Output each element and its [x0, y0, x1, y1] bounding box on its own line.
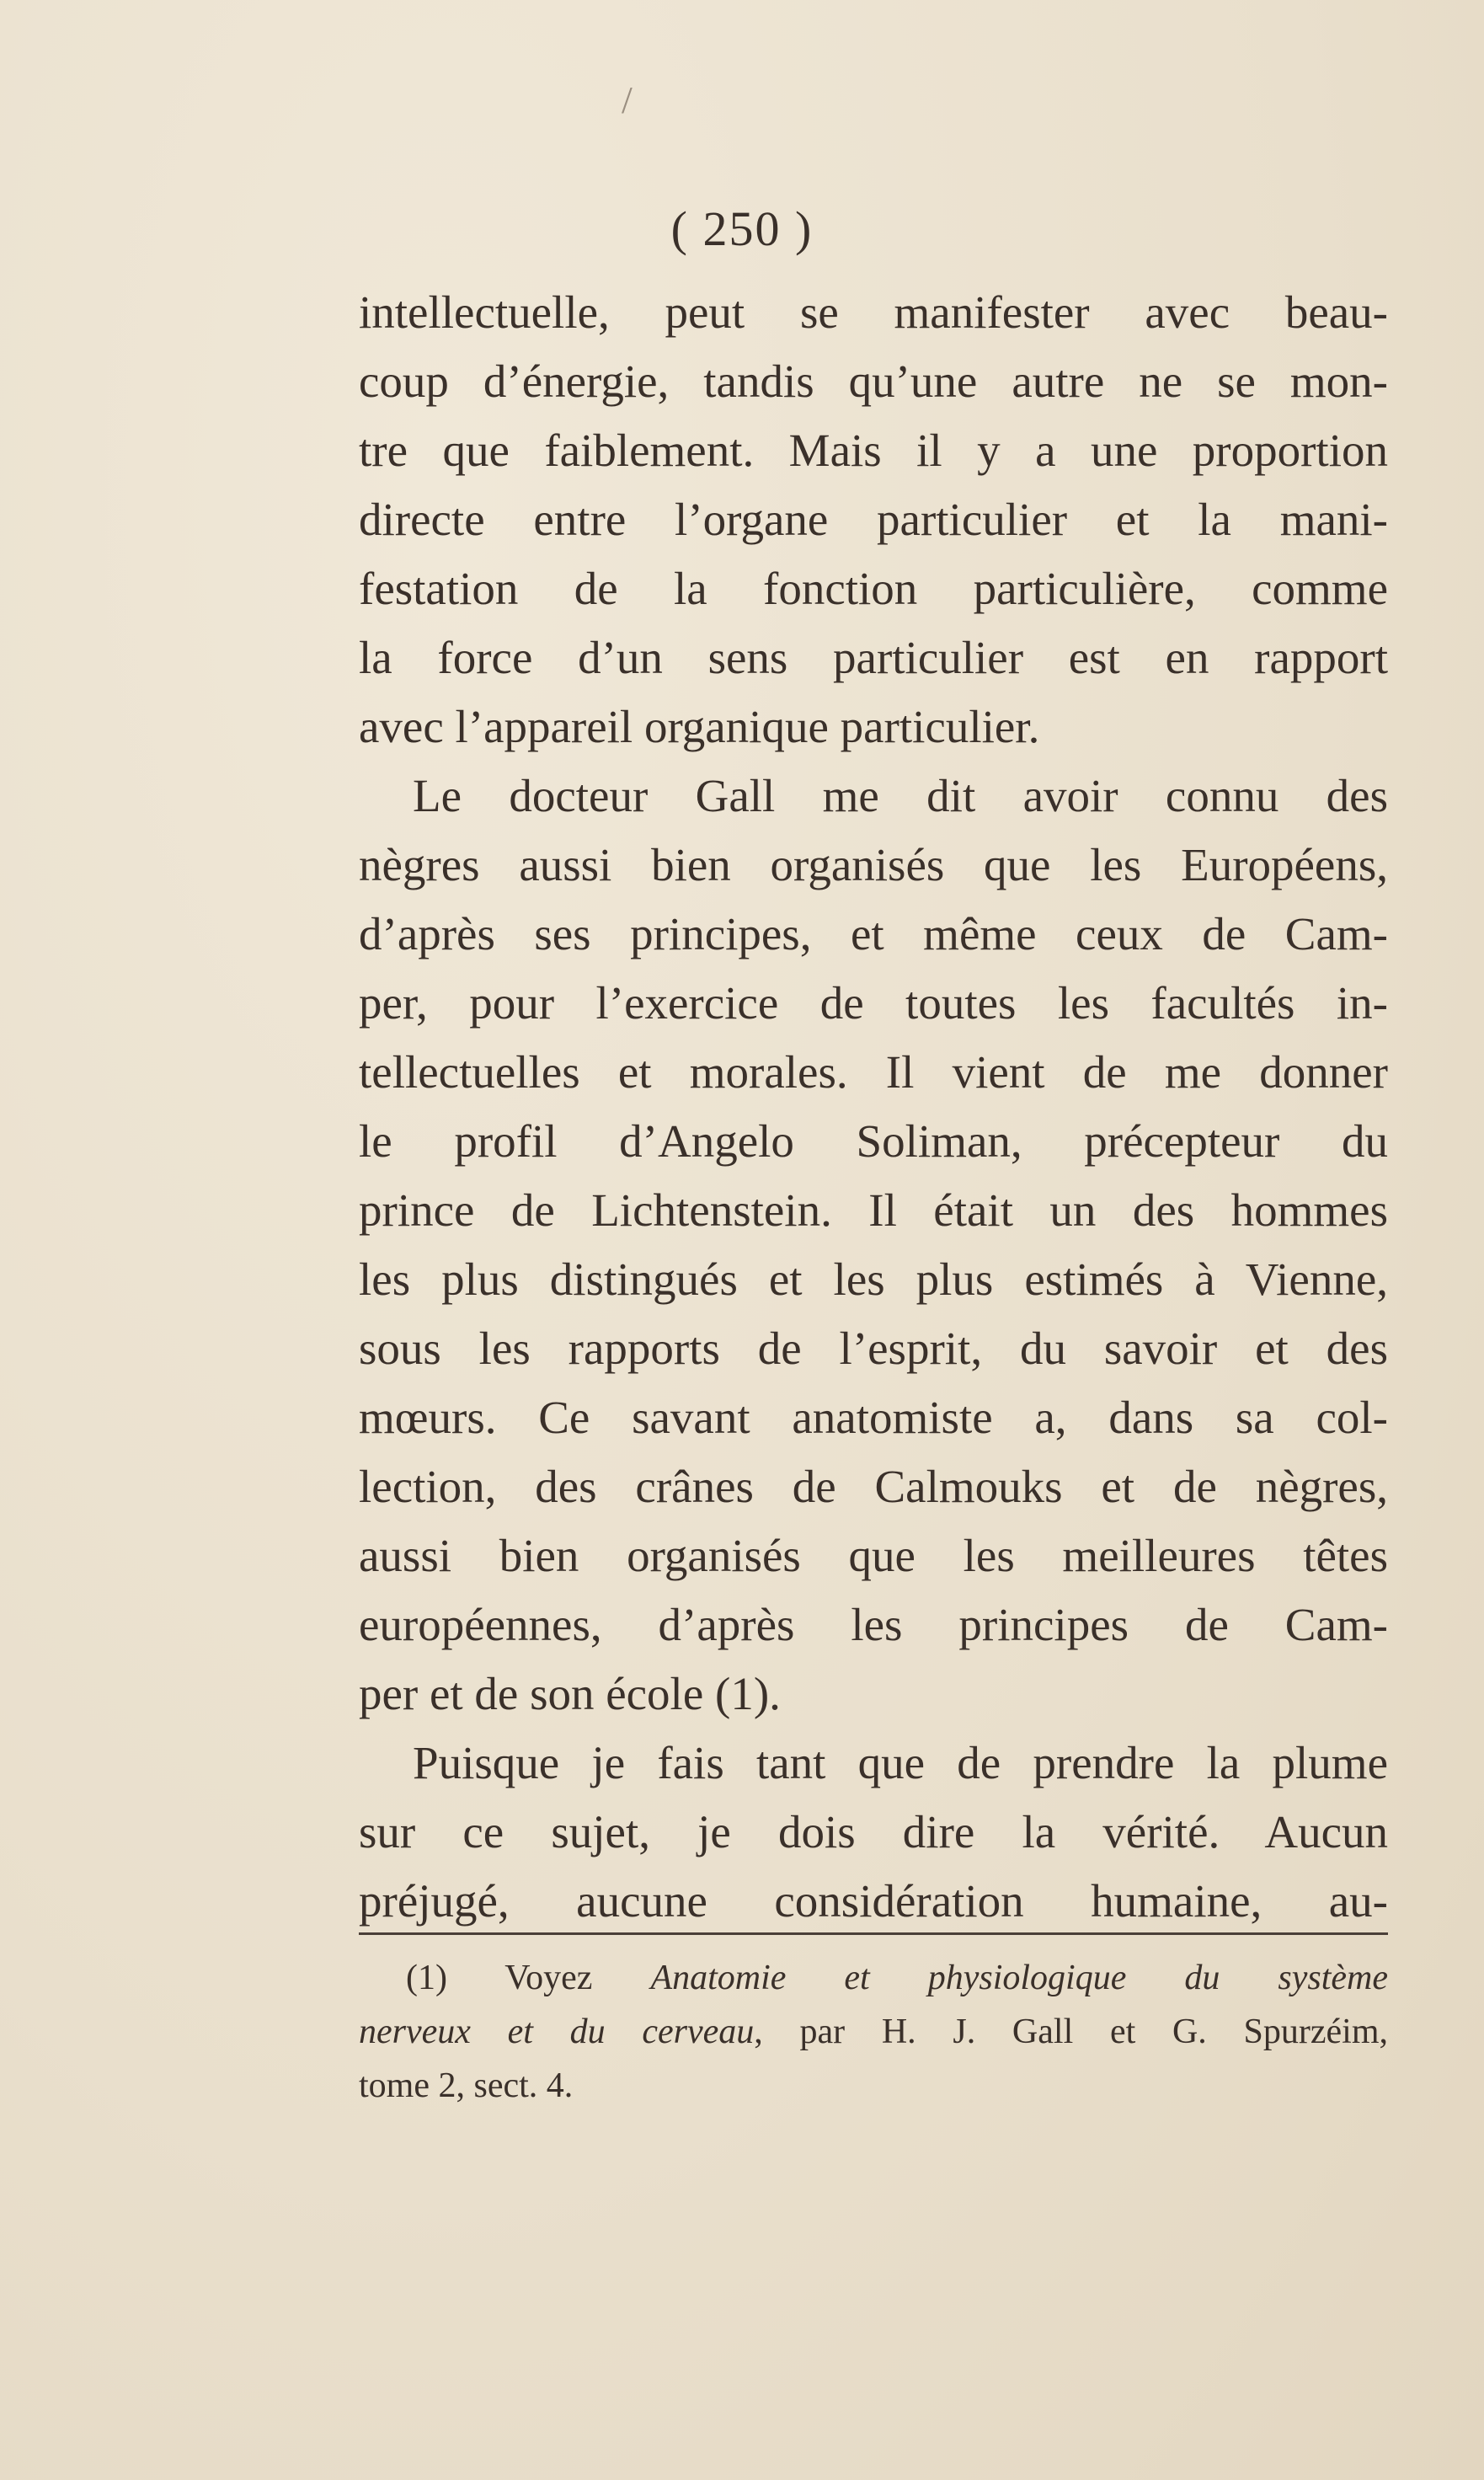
footnote-marker: (1) Voyez — [406, 1959, 651, 1997]
text-line: Le docteur Gall me dit avoir connu des — [413, 770, 1388, 821]
text-line: la force d’un sens particulier est en rapport — [359, 632, 1388, 683]
footnote-line: tome 2, sect. 4. — [359, 2066, 574, 2105]
text-line: européennes, d’après les principes de Cam- — [359, 1599, 1388, 1650]
text-line: le profil d’Angelo Soliman, précepteur du — [359, 1115, 1388, 1167]
text-line: avec l’appareil organique particulier. — [359, 701, 1040, 752]
footnote-authors: , par H. J. Gall et G. Spurzéim, — [754, 2012, 1388, 2051]
text-line: les plus distingués et les plus estimés à Vienne, — [359, 1253, 1388, 1305]
text-line: directe entre l’organe particulier et la mani- — [359, 494, 1388, 545]
text-line: coup d’énergie, tandis qu’une autre ne se mon- — [359, 355, 1388, 407]
text-line: tellectuelles et morales. Il vient de me donner — [359, 1046, 1388, 1098]
text-line: préjugé, aucune considération humaine, au- — [359, 1875, 1388, 1927]
footnote-title-italic: nerveux et du cerveau — [359, 2012, 755, 2051]
footnote-title-italic: Anatomie et physiologique du système — [650, 1959, 1388, 1997]
body-text — [359, 278, 1388, 1936]
text-line: intellectuelle, peut se manifester avec beau- — [359, 286, 1388, 338]
footnote — [359, 1951, 1388, 2113]
text-line: aussi bien organisés que les meilleures têtes — [359, 1530, 1388, 1581]
text-line: d’après ses principes, et même ceux de Cam- — [359, 908, 1388, 959]
text-line: lection, des crânes de Calmouks et de nègres, — [359, 1461, 1388, 1512]
text-line: prince de Lichtenstein. Il était un des hommes — [359, 1184, 1388, 1236]
text-line: per, pour l’exercice de toutes les facultés in- — [359, 977, 1388, 1029]
text-line: Puisque je fais tant que de prendre la plume — [413, 1737, 1388, 1788]
text-line: sur ce sujet, je dois dire la vérité. Aucun — [359, 1806, 1388, 1857]
footnote-line — [359, 2005, 1388, 2059]
text-line: sous les rapports de l’esprit, du savoir et des — [359, 1323, 1388, 1374]
footnote-rule — [359, 1932, 1388, 1935]
text-line: festation de la fonction particulière, comme — [359, 563, 1388, 614]
footnote-line — [359, 1951, 1388, 2005]
text-line: mœurs. Ce savant anatomiste a, dans sa col- — [359, 1392, 1388, 1443]
page-number: ( 250 ) — [670, 201, 814, 256]
text-line: tre que faiblement. Mais il y a une proportion — [359, 425, 1388, 476]
text-line: per et de son école (1). — [359, 1668, 781, 1719]
text-line: nègres aussi bien organisés que les Européens, — [359, 839, 1388, 890]
stray-pencil-mark: / — [622, 78, 633, 121]
